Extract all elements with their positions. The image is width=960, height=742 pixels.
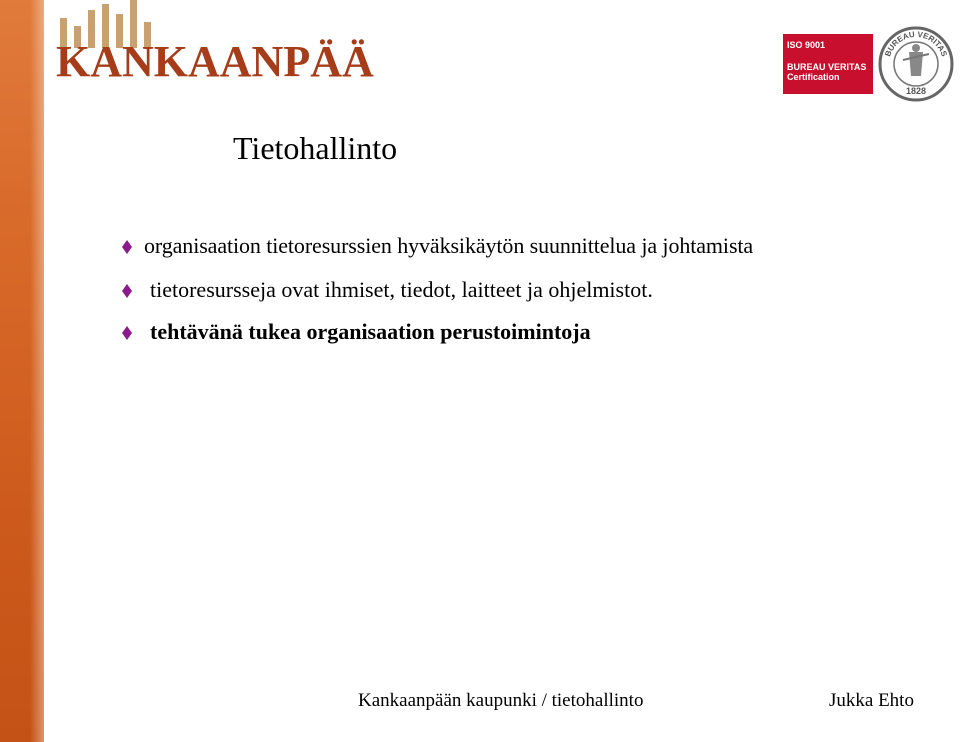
bureau-veritas-seal-icon xyxy=(877,24,955,104)
seal-year: 1828 xyxy=(905,86,927,96)
diamond-bullet-icon xyxy=(122,326,132,340)
diamond-bullet-icon xyxy=(122,240,132,254)
diamond-bullet-icon xyxy=(122,284,132,298)
certification-badge xyxy=(783,34,873,94)
bureau-veritas-label: BUREAU VERITAS xyxy=(787,62,867,72)
bureau-veritas-certification xyxy=(783,24,957,104)
bullet-text: tehtävänä tukea organisaation perustoimintoja xyxy=(150,319,591,344)
iso-label: ISO 9001 xyxy=(787,40,826,50)
certification-label: Certification xyxy=(787,72,840,82)
footer-organization: Kankaanpään kaupunki / tietohallinto xyxy=(358,690,644,711)
bullet-text: tietoresursseja ovat ihmiset, tiedot, laitteet ja ohjelmistot. xyxy=(150,277,653,302)
seal-text: BUREAU VERITAS xyxy=(883,29,949,58)
bullet-text: organisaation tietoresurssien hyväksikäytön suunnittelua ja johtamista xyxy=(144,233,754,258)
footer-author: Jukka Ehto xyxy=(829,690,914,711)
logo-wordmark: KANKAANPÄÄ xyxy=(56,37,374,86)
slide-title: Tietohallinto xyxy=(233,130,398,166)
side-band xyxy=(0,0,44,742)
kankaanpaa-logo xyxy=(56,0,376,90)
